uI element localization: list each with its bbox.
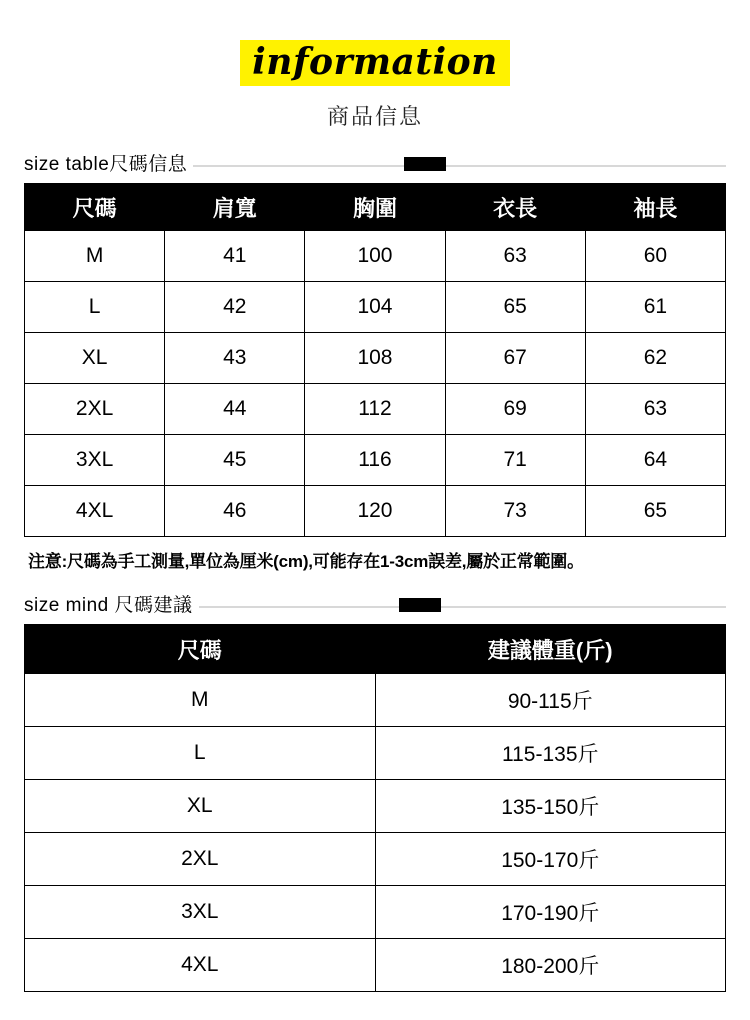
cell-sleeve: 64 xyxy=(585,435,725,486)
cell-chest: 100 xyxy=(305,231,445,282)
table-row xyxy=(25,780,726,833)
table-row xyxy=(25,435,726,486)
measurement-note: 注意:尺碼為手工測量,單位為厘米(cm),可能存在1-3cm誤差,屬於正常範圍。 xyxy=(28,552,584,571)
cell-size: L xyxy=(25,727,376,780)
cell-sleeve: 61 xyxy=(585,282,725,333)
table-row xyxy=(25,939,726,992)
cell-size: 3XL xyxy=(25,886,376,939)
cell-weight: 150-170斤 xyxy=(375,833,726,886)
table-row xyxy=(25,727,726,780)
cell-size: XL xyxy=(25,333,165,384)
cell-weight: 180-200斤 xyxy=(375,939,726,992)
page-header xyxy=(0,0,750,131)
cell-weight: 170-190斤 xyxy=(375,886,726,939)
cell-length: 73 xyxy=(445,486,585,537)
column-header-chest: 胸圍 xyxy=(305,184,445,231)
cell-size: M xyxy=(25,674,376,727)
cell-size: L xyxy=(25,282,165,333)
section-divider-accent xyxy=(404,157,446,171)
cell-shoulder: 45 xyxy=(165,435,305,486)
cell-length: 65 xyxy=(445,282,585,333)
column-header-weight: 建議體重(斤) xyxy=(375,625,726,674)
column-header-size: 尺碼 xyxy=(25,625,376,674)
title-highlight-wrap xyxy=(240,40,510,86)
cell-sleeve: 65 xyxy=(585,486,725,537)
section-label-size-mind: size mind 尺碼建議 xyxy=(24,590,199,617)
cell-size: XL xyxy=(25,780,376,833)
table-row xyxy=(25,231,726,282)
column-header-sleeve: 袖長 xyxy=(585,184,725,231)
cell-weight: 115-135斤 xyxy=(375,727,726,780)
cell-chest: 120 xyxy=(305,486,445,537)
table-row xyxy=(25,886,726,939)
section-two-header xyxy=(0,590,750,624)
weight-recommendation-table xyxy=(24,624,726,992)
column-header-size: 尺碼 xyxy=(25,184,165,231)
cell-size: 3XL xyxy=(25,435,165,486)
cell-size: M xyxy=(25,231,165,282)
cell-weight: 90-115斤 xyxy=(375,674,726,727)
section-divider-accent xyxy=(399,598,441,612)
section-one-header xyxy=(0,149,750,183)
cell-chest: 112 xyxy=(305,384,445,435)
cell-sleeve: 60 xyxy=(585,231,725,282)
cell-length: 63 xyxy=(445,231,585,282)
cell-size: 2XL xyxy=(25,384,165,435)
cell-length: 71 xyxy=(445,435,585,486)
cell-shoulder: 43 xyxy=(165,333,305,384)
column-header-shoulder: 肩寬 xyxy=(165,184,305,231)
table-row xyxy=(25,282,726,333)
size-table xyxy=(24,183,726,537)
page-title: information xyxy=(240,40,510,86)
table-header-row xyxy=(25,184,726,231)
cell-length: 67 xyxy=(445,333,585,384)
page-subtitle: 商品信息 xyxy=(326,104,423,129)
table-row xyxy=(25,486,726,537)
table-row xyxy=(25,333,726,384)
cell-sleeve: 63 xyxy=(585,384,725,435)
measurement-note-wrap xyxy=(0,547,750,572)
cell-chest: 104 xyxy=(305,282,445,333)
cell-shoulder: 46 xyxy=(165,486,305,537)
cell-size: 2XL xyxy=(25,833,376,886)
table-header-row xyxy=(25,625,726,674)
cell-shoulder: 42 xyxy=(165,282,305,333)
table-row xyxy=(25,674,726,727)
cell-length: 69 xyxy=(445,384,585,435)
table-row xyxy=(25,384,726,435)
cell-chest: 108 xyxy=(305,333,445,384)
cell-size: 4XL xyxy=(25,486,165,537)
cell-sleeve: 62 xyxy=(585,333,725,384)
cell-weight: 135-150斤 xyxy=(375,780,726,833)
section-label-size-table: size table尺碼信息 xyxy=(24,149,193,176)
column-header-length: 衣長 xyxy=(445,184,585,231)
table-row xyxy=(25,833,726,886)
cell-size: 4XL xyxy=(25,939,376,992)
cell-chest: 116 xyxy=(305,435,445,486)
cell-shoulder: 41 xyxy=(165,231,305,282)
cell-shoulder: 44 xyxy=(165,384,305,435)
